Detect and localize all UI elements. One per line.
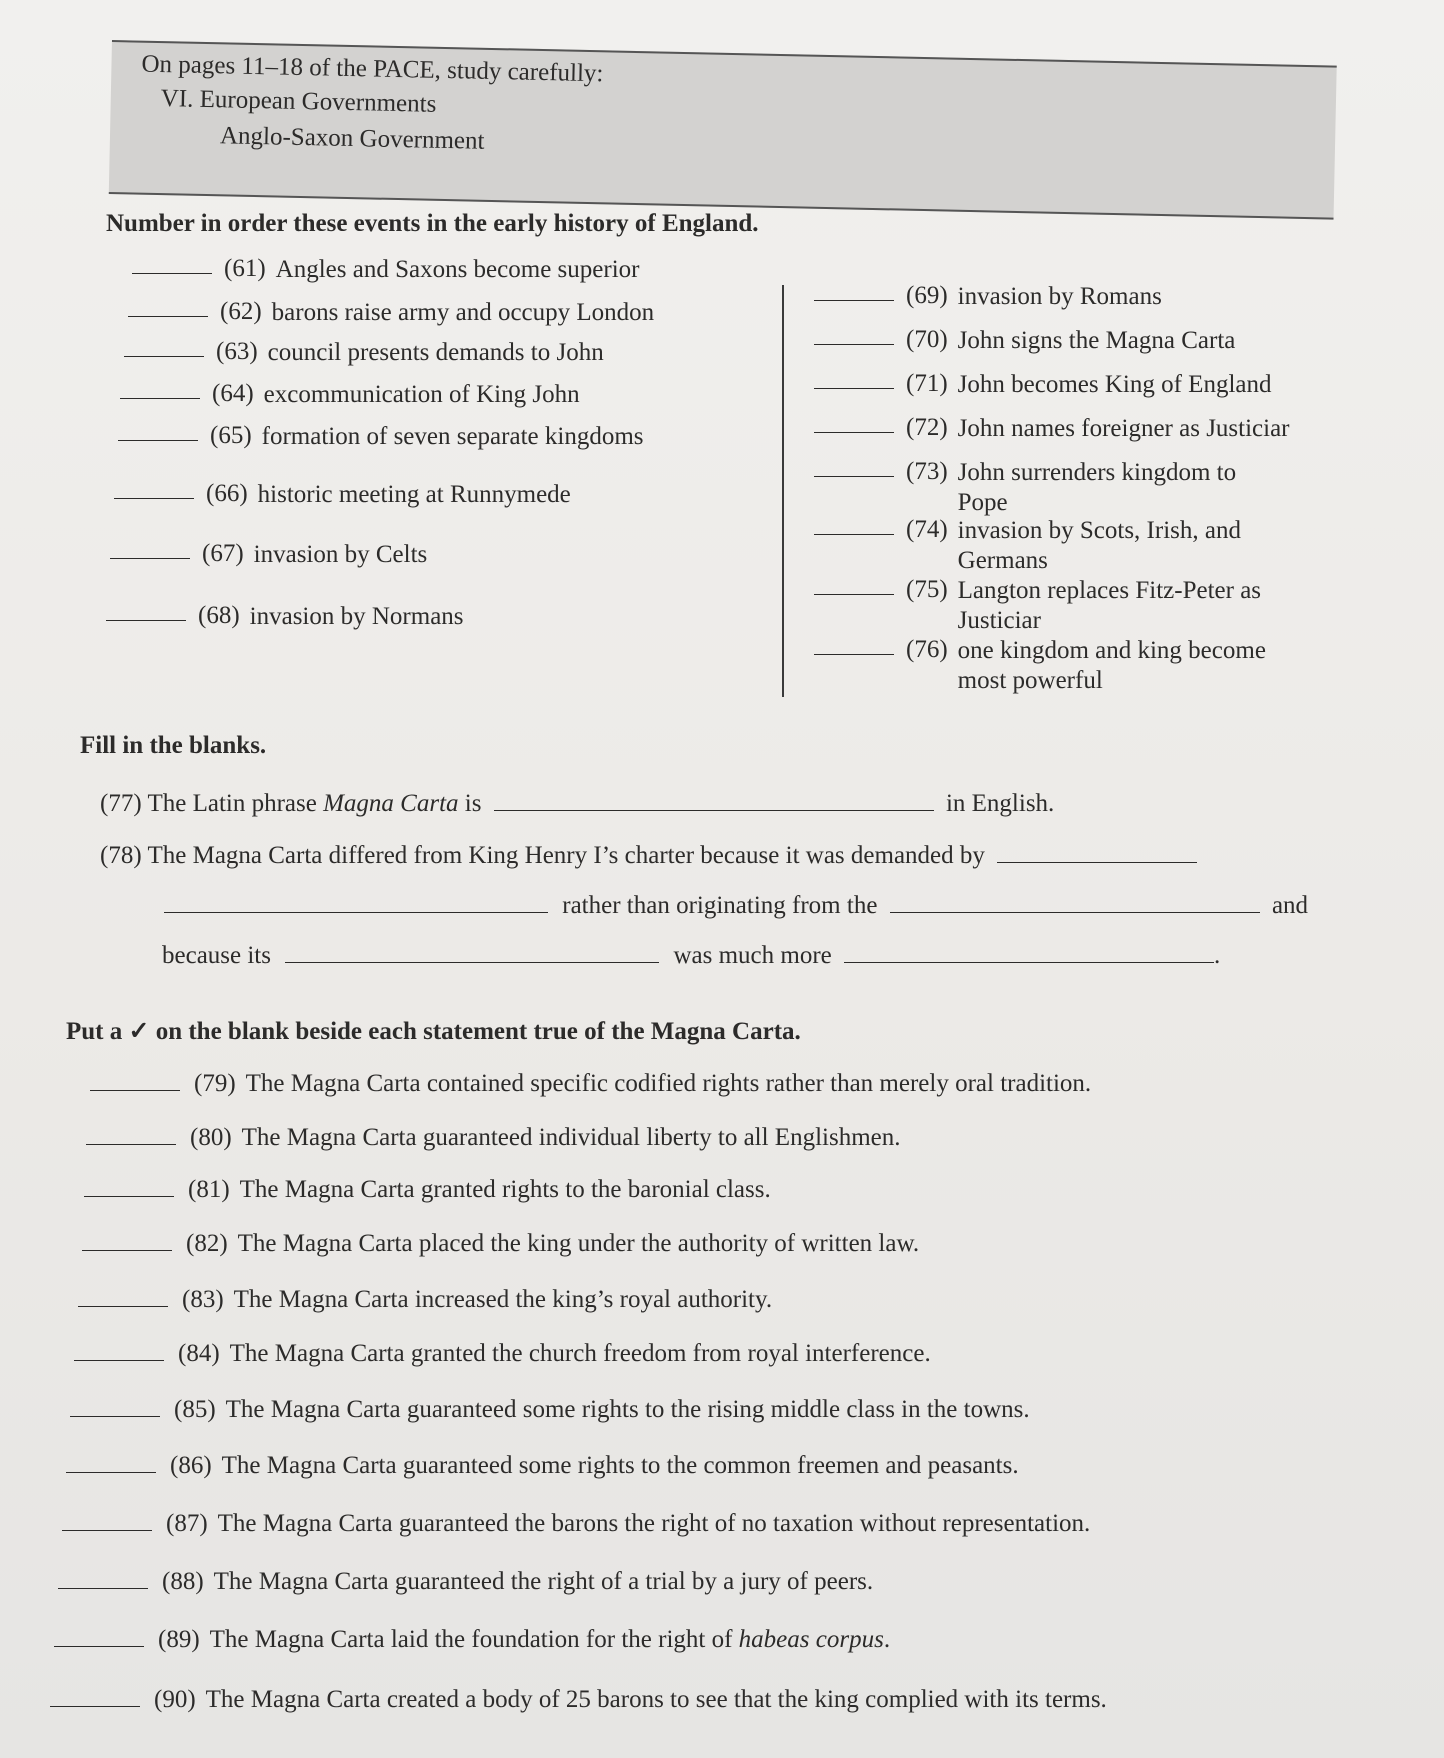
item-text: Angles and Saxons become superior bbox=[275, 256, 640, 283]
answer-blank[interactable] bbox=[110, 540, 190, 559]
answer-blank[interactable] bbox=[814, 370, 894, 389]
study-unit: VI. European Governments bbox=[160, 85, 437, 118]
answer-blank[interactable] bbox=[50, 1688, 140, 1707]
item-number: (84) bbox=[178, 1340, 220, 1367]
answer-blank[interactable] bbox=[814, 414, 894, 433]
answer-blank[interactable] bbox=[62, 1512, 152, 1531]
answer-blank[interactable] bbox=[58, 1570, 148, 1589]
item-number: (89) bbox=[158, 1626, 200, 1653]
item-text: The Magna Carta guaranteed some rights to the common freemen and peasants. bbox=[221, 1452, 1019, 1479]
item-text: invasion by Celts bbox=[253, 541, 428, 568]
study-instructions-box bbox=[109, 40, 1337, 220]
order-item-75 bbox=[814, 576, 1288, 636]
order-item-61 bbox=[132, 255, 639, 285]
item-number: (67) bbox=[202, 540, 244, 567]
item-text: John signs the Magna Carta bbox=[957, 327, 1236, 354]
item-text: excommunication of King John bbox=[263, 381, 580, 408]
check-item-87 bbox=[62, 1510, 1090, 1538]
answer-blank[interactable] bbox=[74, 1342, 164, 1361]
item-number: (68) bbox=[198, 602, 240, 629]
check-item-88 bbox=[58, 1568, 873, 1596]
item-text: council presents demands to John bbox=[267, 339, 604, 366]
item-number: (61) bbox=[224, 255, 266, 282]
q78-text-3c: . bbox=[1214, 942, 1221, 969]
study-subunit: Anglo-Saxon Government bbox=[219, 122, 485, 155]
item-text: The Magna Carta guaranteed the right of a trial by a jury of peers. bbox=[213, 1568, 874, 1595]
check-item-80 bbox=[86, 1124, 901, 1152]
answer-blank[interactable] bbox=[78, 1288, 168, 1307]
item-number: (73) bbox=[906, 458, 948, 485]
q78-text-1: The Magna Carta differed from King Henry I’s charter because it was demanded by bbox=[147, 842, 985, 869]
answer-blank[interactable] bbox=[84, 1178, 174, 1197]
item-number: (83) bbox=[182, 1286, 224, 1313]
item-text: The Magna Carta placed the king under the authority of written law. bbox=[237, 1230, 920, 1257]
item-number: (81) bbox=[188, 1176, 230, 1203]
check-item-83 bbox=[78, 1286, 772, 1314]
item-number: (74) bbox=[906, 516, 948, 543]
order-item-63 bbox=[124, 338, 604, 368]
check-item-86 bbox=[66, 1452, 1019, 1480]
column-divider bbox=[782, 285, 784, 697]
order-item-68 bbox=[106, 602, 464, 632]
item-number: (64) bbox=[212, 380, 254, 407]
order-item-76 bbox=[814, 636, 1288, 696]
item-number: (66) bbox=[206, 480, 248, 507]
item-number: (62) bbox=[220, 298, 262, 325]
order-item-66 bbox=[114, 480, 571, 510]
answer-blank[interactable] bbox=[814, 282, 894, 301]
q77-latin-phrase: Magna Carta bbox=[323, 790, 459, 817]
q77-text-mid: is bbox=[458, 790, 482, 817]
checks-heading: Put a ✓ on the blank beside each statement true of the Magna Carta. bbox=[66, 1018, 801, 1045]
order-item-65 bbox=[118, 422, 644, 452]
answer-blank[interactable] bbox=[814, 326, 894, 345]
question-78-line1 bbox=[100, 840, 1197, 870]
item-number: (75) bbox=[906, 576, 948, 603]
item-text: The Magna Carta granted the church freedom from royal interference. bbox=[229, 1340, 931, 1367]
answer-blank[interactable] bbox=[70, 1398, 160, 1417]
item-text: The Magna Carta granted rights to the baronial class. bbox=[239, 1176, 771, 1203]
answer-blank[interactable] bbox=[86, 1126, 176, 1145]
order-item-62 bbox=[128, 298, 654, 328]
item-number: (85) bbox=[174, 1396, 216, 1423]
order-item-72 bbox=[814, 414, 1290, 444]
question-78-line2 bbox=[164, 890, 1308, 920]
item-text: historic meeting at Runnymede bbox=[257, 481, 571, 508]
item-number: (90) bbox=[154, 1686, 196, 1713]
check-item-79 bbox=[90, 1070, 1091, 1098]
answer-blank[interactable] bbox=[82, 1232, 172, 1251]
answer-blank[interactable] bbox=[494, 788, 934, 811]
check-item-89 bbox=[54, 1626, 890, 1654]
check-item-85 bbox=[70, 1396, 1030, 1424]
order-item-71 bbox=[814, 370, 1272, 400]
answer-blank[interactable] bbox=[890, 890, 1260, 913]
item-number: (70) bbox=[906, 326, 948, 353]
item-number: (76) bbox=[906, 636, 948, 663]
item-number: (82) bbox=[186, 1230, 228, 1257]
answer-blank[interactable] bbox=[66, 1454, 156, 1473]
answer-blank[interactable] bbox=[128, 298, 208, 317]
item-text: The Magna Carta created a body of 25 barons to see that the king complied with its terms. bbox=[205, 1686, 1107, 1713]
item-number: (87) bbox=[166, 1510, 208, 1537]
item-text: The Magna Carta guaranteed the barons the right of no taxation without representation. bbox=[217, 1510, 1091, 1537]
answer-blank[interactable] bbox=[54, 1628, 144, 1647]
question-78-line3 bbox=[162, 940, 1220, 970]
q78-text-3a: because its bbox=[162, 942, 271, 969]
order-item-69 bbox=[814, 282, 1162, 312]
item-text: invasion by Romans bbox=[957, 283, 1162, 310]
item-number: (77) bbox=[100, 790, 142, 817]
order-item-73 bbox=[814, 458, 1288, 518]
answer-blank[interactable] bbox=[118, 422, 198, 441]
q77-text-pre: The Latin phrase bbox=[147, 790, 324, 817]
item-number: (63) bbox=[216, 338, 258, 365]
answer-blank[interactable] bbox=[997, 840, 1197, 863]
item-text: formation of seven separate kingdoms bbox=[261, 423, 644, 450]
q78-text-3b: was much more bbox=[673, 942, 832, 969]
item-number: (71) bbox=[906, 370, 948, 397]
item-number: (65) bbox=[210, 422, 252, 449]
item-text: The Magna Carta contained specific codified rights rather than merely oral tradition. bbox=[245, 1070, 1092, 1097]
item-text: The Magna Carta guaranteed individual liberty to all Englishmen. bbox=[241, 1124, 901, 1151]
answer-blank[interactable] bbox=[844, 940, 1214, 963]
item-text: The Magna Carta guaranteed some rights to the rising middle class in the towns. bbox=[225, 1396, 1030, 1423]
ordering-heading: Number in order these events in the early history of England. bbox=[106, 210, 759, 237]
fill-in-heading: Fill in the blanks. bbox=[80, 732, 267, 759]
item-text: barons raise army and occupy London bbox=[271, 299, 655, 326]
item-text: The Magna Carta increased the king’s royal authority. bbox=[233, 1286, 773, 1313]
order-item-64 bbox=[120, 380, 580, 410]
answer-blank[interactable] bbox=[124, 338, 204, 357]
answer-blank[interactable] bbox=[114, 480, 194, 499]
item-text: The Magna Carta laid the foundation for the right of bbox=[209, 1626, 739, 1653]
check-item-84 bbox=[74, 1340, 931, 1368]
item-number: (80) bbox=[190, 1124, 232, 1151]
answer-blank[interactable] bbox=[814, 636, 894, 655]
q78-text-2a: rather than originating from the bbox=[562, 892, 878, 919]
item-text-tail: . bbox=[883, 1626, 891, 1653]
check-item-90 bbox=[50, 1686, 1107, 1714]
item-text: one kingdom and king become most powerful bbox=[957, 637, 1266, 694]
order-item-67 bbox=[110, 540, 427, 570]
item-text: Langton replaces Fitz-Peter as Justiciar bbox=[957, 577, 1262, 634]
q78-text-2b: and bbox=[1271, 892, 1309, 919]
study-intro: On pages 11–18 of the PACE, study carefully: bbox=[141, 50, 604, 88]
item-text: John names foreigner as Justiciar bbox=[957, 415, 1290, 442]
item-number: (69) bbox=[906, 282, 948, 309]
answer-blank[interactable] bbox=[814, 458, 894, 477]
check-item-81 bbox=[84, 1176, 771, 1204]
answer-blank[interactable] bbox=[814, 576, 894, 595]
item-text: invasion by Scots, Irish, and Germans bbox=[957, 517, 1241, 574]
question-77 bbox=[100, 788, 1054, 818]
habeas-corpus-phrase: habeas corpus bbox=[738, 1626, 884, 1653]
item-number: (88) bbox=[162, 1568, 204, 1595]
order-item-70 bbox=[814, 326, 1235, 356]
item-number: (86) bbox=[170, 1452, 212, 1479]
check-item-82 bbox=[82, 1230, 919, 1258]
item-text: invasion by Normans bbox=[249, 603, 464, 630]
answer-blank[interactable] bbox=[814, 516, 894, 535]
item-text: John surrenders kingdom to Pope bbox=[957, 459, 1237, 516]
answer-blank[interactable] bbox=[132, 255, 212, 274]
answer-blank[interactable] bbox=[90, 1072, 180, 1091]
answer-blank[interactable] bbox=[164, 890, 548, 913]
item-text: John becomes King of England bbox=[957, 371, 1272, 398]
answer-blank[interactable] bbox=[120, 380, 200, 399]
item-number: (78) bbox=[100, 842, 142, 869]
answer-blank[interactable] bbox=[106, 602, 186, 621]
order-item-74 bbox=[814, 516, 1288, 576]
item-number: (79) bbox=[194, 1070, 236, 1097]
q77-text-post: in English. bbox=[945, 790, 1055, 817]
answer-blank[interactable] bbox=[285, 940, 659, 963]
item-number: (72) bbox=[906, 414, 948, 441]
